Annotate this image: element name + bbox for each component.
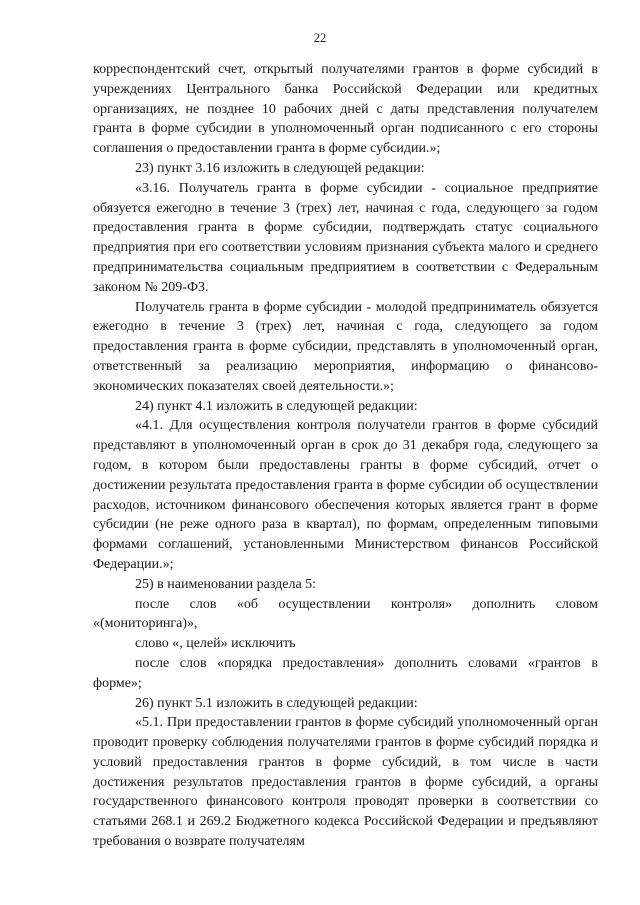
paragraph-item-26: 26) пункт 5.1 изложить в следующей редакции: bbox=[135, 695, 418, 711]
paragraph-item-24: 24) пункт 4.1 изложить в следующей редакции: bbox=[135, 398, 418, 414]
paragraph-continuation: корреспондентский счет, открытый получателями грантов в форме субсидий в учреждениях Центрального банка Российской Федерации или кредитных организациях, не позднее 10 рабочих дней с даты представления получателем гранта в форме субсидии в уполномоченный орган подписанного с его стороны соглашения о предоставлении гранта в форме субсидии.»; bbox=[93, 62, 598, 157]
paragraph-exclude-goals: слово «, целей» исключить bbox=[135, 636, 296, 652]
paragraph-grant-form: после слов «порядка предоставления» дополнить словами «грантов в форме»; bbox=[93, 655, 598, 691]
paragraph-3-16: «3.16. Получатель гранта в форме субсидии - социальное предприятие обязуется ежегодно в течение 3 (трех) лет, начиная с года, следующего за годом предоставления гранта в форме субсидии, подтверждать статус социального предприятия при его соответствии условиям признания субъекта малого и среднего предпринимательства социальным предприятием в соответствии с Федеральным законом № 209-ФЗ. bbox=[93, 180, 598, 295]
paragraph-4-1: «4.1. Для осуществления контроля получатели грантов в форме субсидий представляют в уполномоченный орган в срок до 31 декабря года, следующего за годом, в котором были предоставлены гранты в форме субсидий, отчет о достижении результата предоставления гранта в форме субсидии об осуществлении расходов, источником финансового обеспечения которых является грант в форме субсидии (не реже одного раза в квартал), по формам, определенным типовыми формами соглашений, установленными Министерством финансов Российской Федерации.»; bbox=[93, 418, 598, 572]
page-number: 22 bbox=[313, 31, 327, 45]
paragraph-item-25: 25) в наименовании раздела 5: bbox=[135, 576, 317, 592]
paragraph-item-23: 23) пункт 3.16 изложить в следующей редакции: bbox=[135, 160, 425, 176]
paragraph-5-1: «5.1. При предоставлении грантов в форме субсидий уполномоченный орган проводит проверку соблюдения получателями грантов в форме субсидий порядка и условий предоставления грантов в форме субсидий, в том числе в части достижения результатов предоставления грантов в форме субсидий, а органы государственного финансового контроля проводят проверки в соответствии со статьями 268.1 и 269.2 Бюджетного кодекса Российской Федерации и предъявляют требования о возврате получателям bbox=[93, 715, 598, 850]
paragraph-monitoring: после слов «об осуществлении контроля» дополнить словом «(мониторинга)», bbox=[93, 596, 598, 632]
document-body bbox=[93, 60, 598, 852]
paragraph-young-entrepreneur: Получатель гранта в форме субсидии - молодой предприниматель обязуется ежегодно в течение 3 (трех) лет, начиная с года, следующего за годом предоставления гранта в форме субсидии, представлять в уполномоченный орган, ответственный за реализацию мероприятия, информацию о финансово-экономических показателях своей деятельности.»; bbox=[93, 299, 598, 394]
